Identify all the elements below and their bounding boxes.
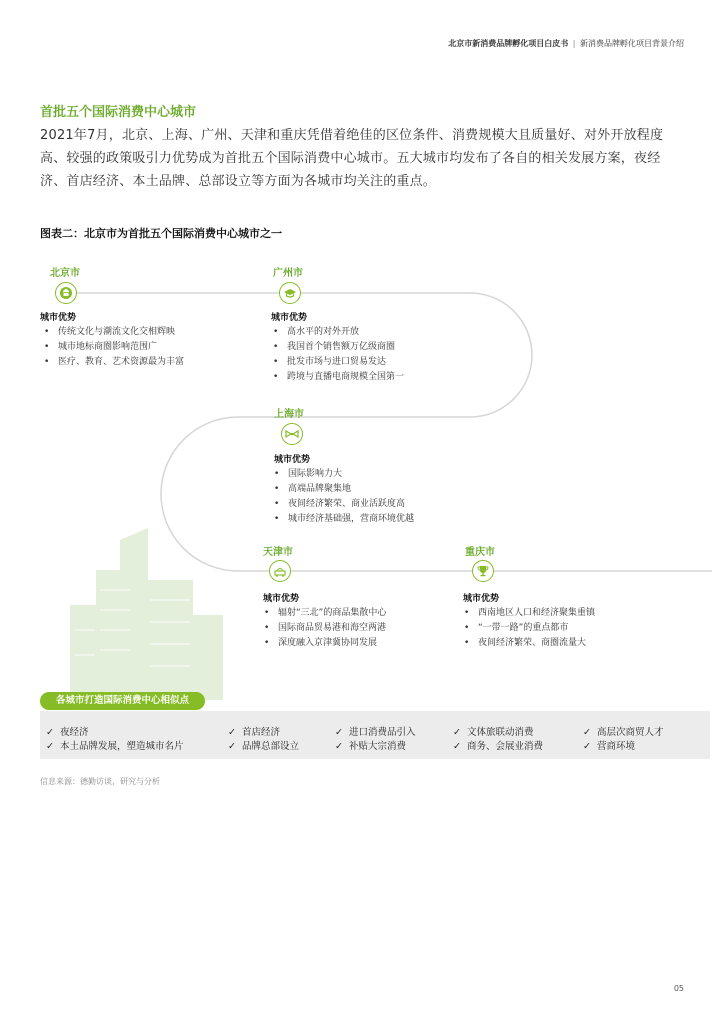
page-number: 05 [673, 984, 684, 993]
advantage-item: • 医疗、教育、艺术资源最为丰富 [42, 355, 184, 370]
advantage-title-shanghai: 城市优势 [274, 455, 311, 465]
advantage-title-chongqing: 城市优势 [463, 594, 500, 604]
similarities-label: 各城市打造国际消费中心相似点 [40, 692, 205, 710]
similarity-item: ✓ 进口消费品引入 [335, 727, 416, 738]
advantage-item: • 国际商品贸易港和海空两港 [262, 621, 386, 636]
figure-title: 图表二：北京市为首批五个国际消费中心城市之一 [40, 227, 282, 240]
similarity-item: ✓ 文体旅联动消费 [453, 727, 534, 738]
advantage-item: • 国际影响力大 [272, 467, 414, 482]
advantage-list-shanghai [272, 467, 414, 527]
similarity-item: ✓ 首店经济 [228, 727, 280, 738]
header-subtitle: 新消费品牌孵化项目背景介绍 [580, 39, 684, 48]
similarity-item: ✓ 营商环境 [583, 741, 635, 752]
temple-of-heaven-icon [55, 282, 77, 304]
bow-tie-icon [281, 423, 303, 445]
check-icon: ✓ [228, 741, 236, 752]
similarity-item: ✓ 夜经济 [46, 727, 89, 738]
trophy-icon [472, 560, 494, 582]
advantage-item: • 批发市场与进口贸易发达 [271, 355, 404, 370]
check-icon: ✓ [453, 741, 461, 752]
check-icon: ✓ [228, 727, 236, 738]
source-note: 信息来源：德勤访谈，研究与分析 [40, 777, 160, 786]
advantage-item: • “一带一路”的重点都市 [462, 621, 595, 636]
section-title: 首批五个国际消费中心城市 [40, 105, 197, 120]
similarity-item: ✓ 品牌总部设立 [228, 741, 299, 752]
advantage-list-guangzhou [271, 325, 404, 385]
advantage-item: • 高端品牌聚集地 [272, 482, 414, 497]
advantage-item: • 我国首个销售额万亿级商圈 [271, 340, 404, 355]
similarity-item: ✓ 高层次商贸人才 [583, 727, 664, 738]
advantage-item: • 夜间经济繁荣、商圈流量大 [462, 636, 595, 651]
ferris-bus-icon [269, 560, 291, 582]
advantage-title-guangzhou: 城市优势 [271, 313, 308, 323]
advantage-item: • 辐射“三北”的商品集散中心 [262, 606, 386, 621]
advantage-title-beijing: 城市优势 [40, 313, 77, 323]
intro-paragraph: 2021年7月，北京、上海、广州、天津和重庆凭借着绝佳的区位条件、消费规模大且质量好、对外开放程度高、较强的政策吸引力优势成为首批五个国际消费中心城市。五大城市均发布了各自的相关发展方案，夜经济、首店经济、本土品牌、总部设立等方面为各城市均关注的重点。 [40, 128, 664, 189]
similarity-item: ✓ 本土品牌发展，塑造城市名片 [46, 741, 184, 752]
check-icon: ✓ [583, 727, 591, 738]
advantage-item: • 西南地区人口和经济聚集重镇 [462, 606, 595, 621]
city-name-shanghai: 上海市 [274, 409, 304, 420]
advantage-list-tianjin [262, 606, 386, 651]
similarity-item: ✓ 补贴大宗消费 [335, 741, 406, 752]
check-icon: ✓ [335, 727, 343, 738]
advantage-item: • 高水平的对外开放 [271, 325, 404, 340]
check-icon: ✓ [46, 741, 54, 752]
header-separator: | [572, 39, 576, 48]
advantage-item: • 夜间经济繁荣、商业活跃度高 [272, 497, 414, 512]
city-name-chongqing: 重庆市 [465, 547, 495, 558]
advantage-item: • 深度融入京津冀协同发展 [262, 636, 386, 651]
city-name-beijing: 北京市 [50, 268, 80, 279]
advantage-title-tianjin: 城市优势 [263, 594, 300, 604]
graduation-cap-icon [279, 282, 301, 304]
running-header [448, 38, 684, 49]
city-name-tianjin: 天津市 [263, 547, 293, 558]
advantage-item: • 传统文化与潮流文化交相辉映 [42, 325, 184, 340]
city-name-guangzhou: 广州市 [273, 268, 303, 279]
header-title: 北京市新消费品牌孵化项目白皮书 [448, 39, 569, 48]
check-icon: ✓ [583, 741, 591, 752]
advantage-item: • 跨境与直播电商规模全国第一 [271, 370, 404, 385]
similarity-item: ✓ 商务、会展业消费 [453, 741, 543, 752]
check-icon: ✓ [335, 741, 343, 752]
building-illustration [70, 528, 223, 700]
check-icon: ✓ [453, 727, 461, 738]
advantage-item: • 城市地标商圈影响范围广 [42, 340, 184, 355]
advantage-list-beijing [42, 325, 184, 370]
advantage-item: • 城市经济基础强，营商环境优越 [272, 512, 414, 527]
advantage-list-chongqing [462, 606, 595, 651]
check-icon: ✓ [46, 727, 54, 738]
